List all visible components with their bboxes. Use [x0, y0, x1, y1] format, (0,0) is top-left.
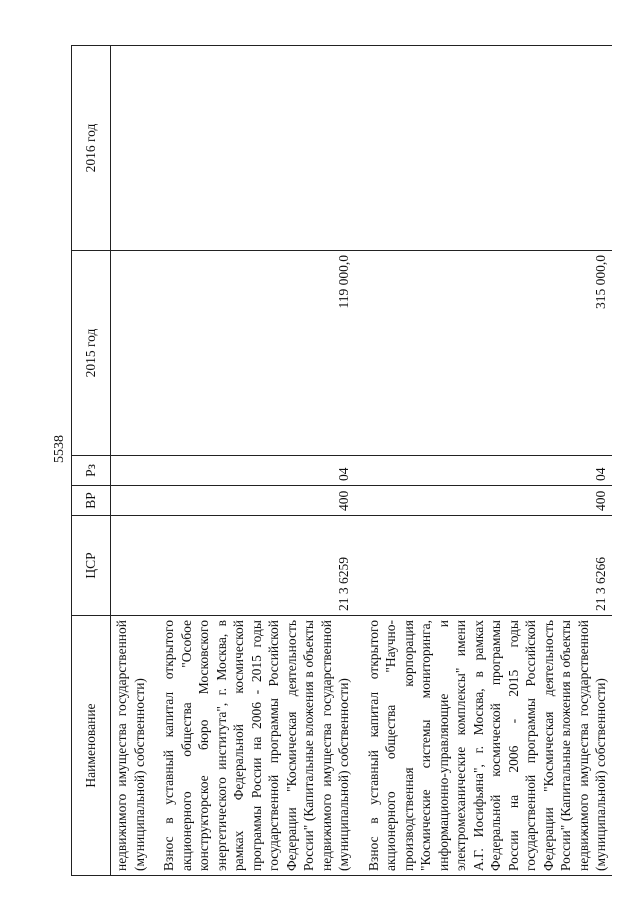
table-header-row — [72, 46, 111, 876]
row-rz — [111, 456, 151, 486]
row-name: недвижимого имущества государственной (муниципальной) собственности) — [111, 616, 151, 876]
header-2016: 2016 год — [72, 46, 111, 251]
row-2015 — [111, 251, 151, 456]
header-2015: 2015 год — [72, 251, 111, 456]
row-rz: 04 — [158, 456, 355, 486]
page-number: 5538 — [52, 435, 67, 463]
row-vr: 400 — [363, 486, 612, 516]
row-2016 — [363, 46, 612, 251]
row-vr — [111, 486, 151, 516]
header-csr: ЦСР — [72, 516, 111, 616]
table-row — [363, 46, 612, 876]
header-rz: Рз — [72, 456, 111, 486]
header-name: Наименование — [72, 616, 111, 876]
row-2016 — [111, 46, 151, 251]
row-csr: 21 3 6259 — [158, 516, 355, 616]
row-2015: 315 000,0 — [363, 251, 612, 456]
row-vr: 400 — [158, 486, 355, 516]
table-row — [111, 46, 151, 876]
row-csr — [111, 516, 151, 616]
row-name: Взнос в уставный капитал открытого акционерного общества "Особое конструкторское бюро Московского энергетического института", г. Москва, в рамках Федеральной космической программы России на 2006 - 2015 годы государственной программы Российской Федерации "Космическая деятельность России" (Капитальные вложения в объекты недвижимого имущества государственной (муниципальной) собственности) — [158, 616, 355, 876]
row-2015: 119 000,0 — [158, 251, 355, 456]
header-vr: ВР — [72, 486, 111, 516]
row-csr: 21 3 6266 — [363, 516, 612, 616]
row-2016 — [158, 46, 355, 251]
row-rz: 04 — [363, 456, 612, 486]
rotated-page — [71, 46, 608, 876]
row-name: Взнос в уставный капитал открытого акционерного общества "Научно-производственная корпорация "Космические системы мониторинга, информационно-управляющие и электромеханические комплексы" имени А.Г. Иосифьяна", г. Москва, в рамках Федеральной космической программы России на 2006 - 2015 годы государственной программы Российской Федерации "Космическая деятельность России" (Капитальные вложения в объекты недвижимого имущества государственной (муниципальной) собственности) — [363, 616, 612, 876]
budget-table — [71, 45, 612, 876]
table-row — [158, 46, 355, 876]
